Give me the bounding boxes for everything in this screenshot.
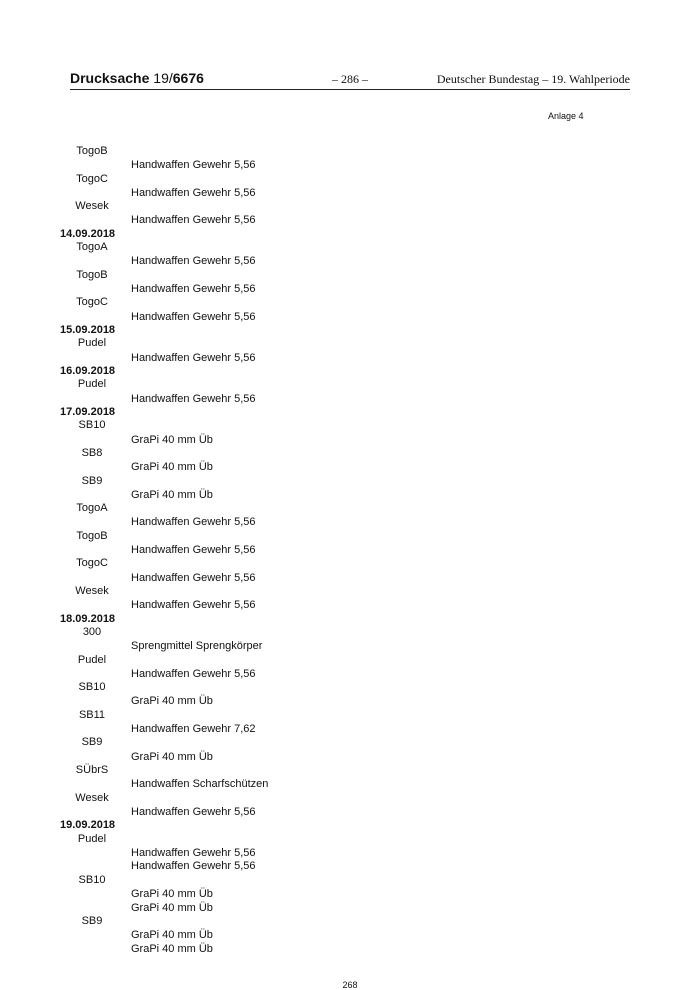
- entry-unit: TogoC: [76, 172, 108, 185]
- entry-date: 16.09.2018: [60, 365, 116, 377]
- entry-unit: TogoB: [76, 145, 108, 157]
- document-label: Drucksache: [70, 70, 150, 86]
- entry-item: GraPi 40 mm Üb: [131, 433, 213, 446]
- entry-date: 17.09.2018: [60, 406, 116, 418]
- entry-item: Handwaffen Scharfschützen: [131, 778, 269, 791]
- document-series: 19/: [153, 70, 173, 86]
- entry-unit: SB10: [78, 873, 106, 886]
- entry-unit: SB9: [81, 915, 103, 927]
- entry-item: Handwaffen Gewehr 5,56: [131, 571, 256, 584]
- entry-unit: TogoB: [76, 268, 108, 281]
- entry-unit: TogoC: [76, 557, 108, 570]
- entry-item: Handwaffen Gewehr 5,56: [131, 667, 256, 680]
- entry-unit: SÜbrS: [75, 764, 109, 776]
- entry-unit: SB8: [81, 447, 103, 459]
- page-number: 268: [342, 980, 358, 990]
- parliament-title: Deutscher Bundestag – 19. Wahlperiode: [436, 72, 630, 86]
- entry-unit: SB9: [81, 474, 103, 487]
- entry-date: 15.09.2018: [60, 324, 116, 336]
- entry-item: GraPi 40 mm Üb: [131, 888, 213, 900]
- entry-item: GraPi 40 mm Üb: [131, 488, 213, 501]
- annex-label: Anlage 4: [548, 111, 584, 121]
- entry-item: GraPi 40 mm Üb: [131, 750, 213, 763]
- entry-unit: Wesek: [75, 200, 109, 213]
- entry-item: GraPi 40 mm Üb: [131, 929, 213, 942]
- entry-unit: 300: [82, 626, 102, 638]
- entry-unit: Pudel: [77, 378, 107, 391]
- entry-item: Handwaffen Gewehr 5,56: [131, 516, 256, 529]
- entry-item: Handwaffen Gewehr 5,56: [131, 351, 256, 364]
- entry-item: Handwaffen Gewehr 5,56: [131, 860, 256, 873]
- entry-item: Handwaffen Gewehr 5,56: [131, 310, 256, 323]
- entry-unit: TogoB: [76, 529, 108, 542]
- entry-item: Handwaffen Gewehr 5,56: [131, 283, 256, 295]
- entry-item: Handwaffen Gewehr 5,56: [131, 599, 256, 612]
- entry-unit: Pudel: [77, 337, 107, 350]
- entry-unit: SB10: [78, 419, 106, 432]
- entry-item: Handwaffen Gewehr 5,56: [131, 159, 256, 172]
- document-number: 6676: [172, 70, 204, 86]
- entry-item: Handwaffen Gewehr 7,62: [131, 723, 256, 735]
- entry-date: 18.09.2018: [60, 612, 116, 625]
- entry-item: GraPi 40 mm Üb: [131, 695, 213, 708]
- entry-unit: Wesek: [75, 585, 109, 597]
- page-center-number: – 286 –: [332, 72, 368, 86]
- entry-unit: SB9: [81, 736, 103, 749]
- entry-item: Handwaffen Gewehr 5,56: [131, 255, 256, 268]
- entry-date: 19.09.2018: [60, 819, 116, 832]
- entry-item: GraPi 40 mm Üb: [131, 901, 213, 914]
- entry-item: GraPi 40 mm Üb: [131, 461, 213, 474]
- entry-item: Handwaffen Gewehr 5,56: [131, 186, 256, 199]
- entry-unit: TogoA: [76, 502, 108, 515]
- entry-unit: SB10: [78, 681, 106, 694]
- entry-item: Sprengmittel Sprengkörper: [131, 640, 263, 653]
- entry-unit: Pudel: [77, 653, 107, 666]
- entry-unit: TogoA: [76, 241, 108, 254]
- entry-unit: TogoC: [76, 296, 108, 309]
- entry-unit: Pudel: [77, 832, 107, 845]
- entry-item: Handwaffen Gewehr 5,56: [131, 392, 256, 405]
- entry-item: Handwaffen Gewehr 5,56: [131, 544, 256, 556]
- entry-item: GraPi 40 mm Üb: [131, 942, 213, 955]
- entry-unit: Wesek: [75, 791, 109, 804]
- entry-unit: SB11: [78, 708, 106, 721]
- entry-item: Handwaffen Gewehr 5,56: [131, 805, 256, 818]
- entry-item: Handwaffen Gewehr 5,56: [131, 214, 256, 227]
- entry-item: Handwaffen Gewehr 5,56: [131, 846, 256, 859]
- entry-date: 14.09.2018: [60, 227, 116, 240]
